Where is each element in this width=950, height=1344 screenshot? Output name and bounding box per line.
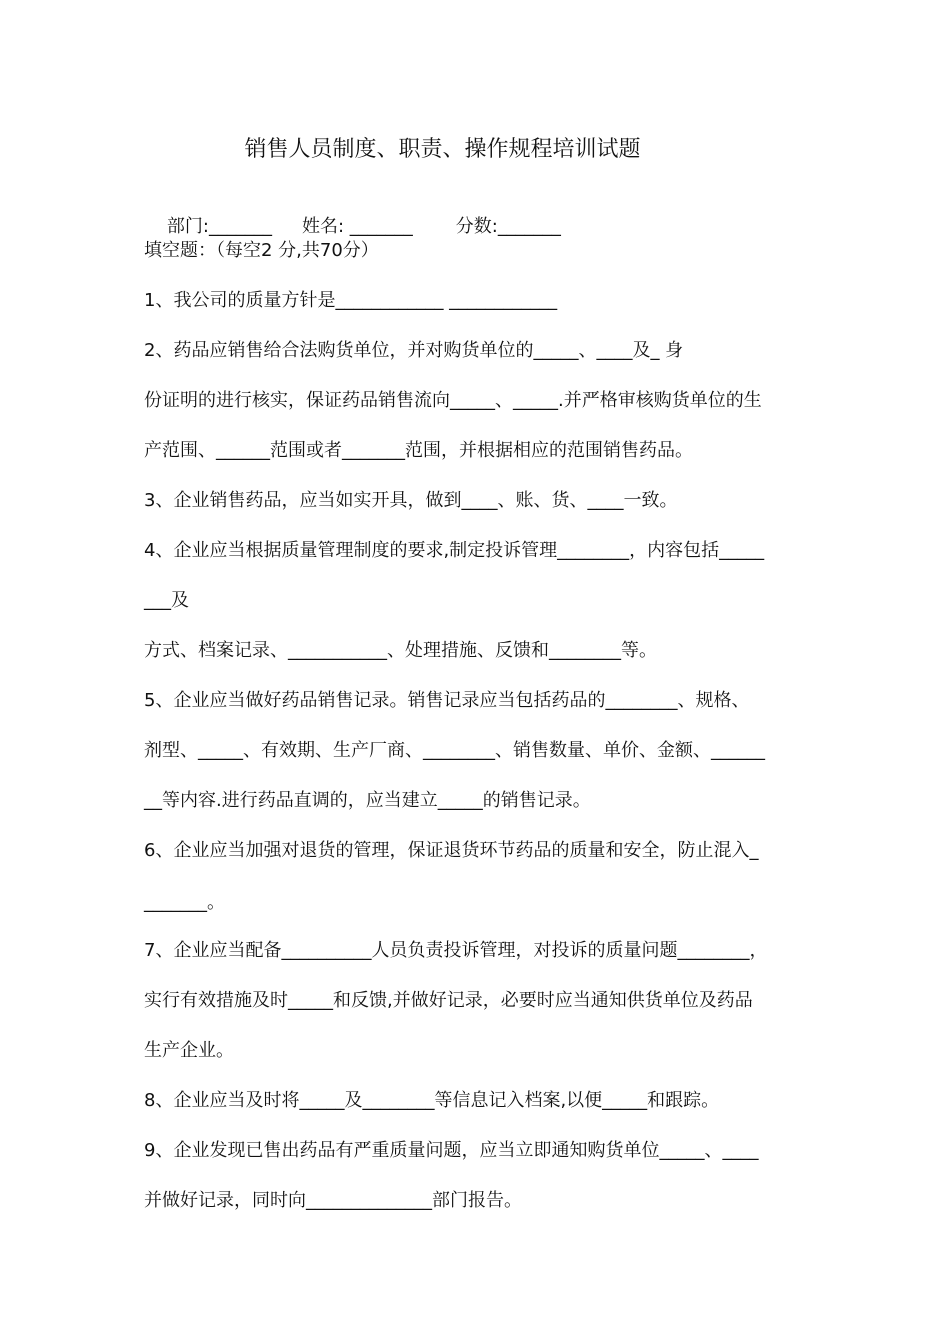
question-line: 7、企业应当配备__________人员负责投诉管理，对投诉的质量问题________， — [144, 940, 768, 961]
question-line: __等内容.进行药品直调的，应当建立_____的销售记录。 — [144, 790, 591, 811]
question-line: 生产企业。 — [144, 1040, 234, 1061]
document-title: 销售人员制度、职责、操作规程培训试题 — [244, 137, 641, 162]
question-line: ___及 — [144, 590, 189, 611]
question-line: 3、企业销售药品，应当如实开具，做到____、账、货、____一致。 — [144, 490, 678, 511]
name-field: 姓名: _______ — [301, 216, 413, 237]
question-line: 剂型、_____、有效期、生产厂商、________、销售数量、单价、金额、______ — [144, 740, 765, 761]
department-field: 部门:_______ — [166, 216, 272, 237]
question-line: 8、企业应当及时将_____及________等信息记入档案,以便_____和跟踪。 — [144, 1090, 720, 1111]
question-line: 产范围、______范围或者_______范围，并根据相应的范围销售药品。 — [144, 440, 693, 461]
question-line: 2、药品应销售给合法购货单位，并对购货单位的_____、____及_ 身 — [144, 340, 684, 361]
question-line: 4、企业应当根据质量管理制度的要求,制定投诉管理________，内容包括_____ — [144, 540, 765, 561]
section-title: 填空题：（每空2 分,共70分） — [144, 240, 379, 261]
question-line: 6、企业应当加强对退货的管理，保证退货环节药品的质量和安全，防止混入_ — [144, 840, 759, 861]
score-field: 分数:_______ — [455, 216, 561, 237]
question-line: 9、企业发现已售出药品有严重质量问题，应当立即通知购货单位_____、____ — [144, 1140, 759, 1161]
question-line: 实行有效措施及时_____和反馈,并做好记录，必要时应当通知供货单位及药品 — [144, 990, 753, 1011]
question-line: 方式、档案记录、___________、处理措施、反馈和________等。 — [144, 640, 657, 661]
question-line: 1、我公司的质量方针是____________ ____________ — [144, 290, 558, 311]
question-line: 并做好记录，同时向______________部门报告。 — [144, 1190, 522, 1211]
question-line: _______。 — [144, 892, 225, 913]
question-line: 份证明的进行核实，保证药品销售流向_____、_____.并严格审核购货单位的生 — [144, 390, 762, 411]
question-line: 5、企业应当做好药品销售记录。销售记录应当包括药品的________、规格、 — [144, 690, 750, 711]
